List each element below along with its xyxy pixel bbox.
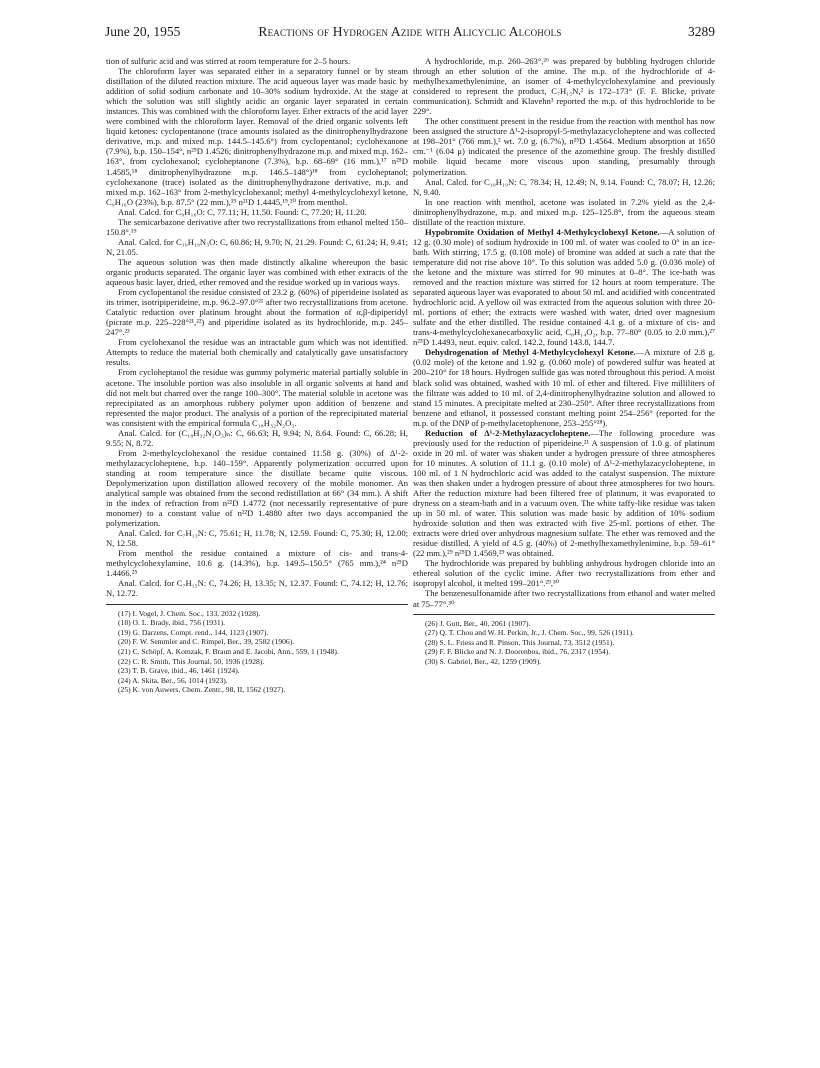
reference-item: (26) J. Gutt, Ber., 40, 2061 (1907). (425, 618, 531, 628)
section-heading: Hypobromite Oxidation of Methyl 4-Methylcyclohexyl Ketone. (425, 226, 660, 237)
left-column (106, 56, 408, 695)
running-title: Reactions of Hydrogen Azide with Alicyclic Alcohols (258, 24, 562, 39)
paragraph (106, 548, 408, 578)
paragraph-text: From cyclohexanol the residue was an intractable gum which was not identified. Attempts to reduce the material both chemically and catalytically gave unsatisfactory results. (106, 337, 408, 368)
paragraph-text: The chloroform layer was separated either in a separatory funnel or by steam distillation of the diluted reaction mixture. The acid aqueous layer was made basic by addition of solid sodium carbonate and 10–30% sodium hydroxide. At the stage at which the solution was still slightly acidic an organic layer separated in certain instances. This was combined with the chloroform layer. Ether extracts of the acid layer were combined with the chloroform layer. Removal of the dried organic solvents left liquid ketones: cyclopentanone (trace amounts isolated as the dinitrophenylhydrazone derivative, m.p. and mixed m.p. 144.5–145.6°) from cyclopentanol; cyclohexanone (7.9%), b.p. 150–154°, n²⁵D 1.4526; dinitrophenylhydrazone m.p. and mixed m.p. 162–163°, from cyclohexanol; cycloheptanone (7.3%), b.p. 68–69° (16 mm.),¹⁷ n²⁵D 1.4585,¹⁸ dinitrophenylhydrazone m.p. 146.5–148°)¹⁸ from cycloheptanol; cyclohexanone (trace) isolated as the dinitrophenylhydrazone derivative, m.p. and mixed m.p. 162–163° from 2-methylcyclohexanol; methyl 4-methylcyclohexyl ketone, C₉H₁₆O (23%), b.p. 87.5° (22 mm.),¹⁹ n²¹D 1.4445,¹⁹,²⁰ from menthol. (106, 66, 408, 207)
footnote-rule (413, 614, 715, 615)
paragraph-text: A hydrochloride, m.p. 260–263°,²⁶ was prepared by bubbling hydrogen chloride through an ether solution of the amine. The m.p. of the hydrochloride of 4-methylhexamethylenimine, an isomer of 4-methylcyclohexylamine and previously considered to represent the product, C₇H₁₅N,² is 172–173° (F. F. Blicke, private communication). Schmidt and Klavehn³ reported the m.p. of this hydrochloride to be 229°. (413, 56, 715, 117)
paragraph-text: The aqueous solution was then made distinctly alkaline whereupon the basic organic products separated. The organic layer was combined with ether extracts of the aqueous basic layer, dried, ether removed and the residue worked up in various ways. (106, 256, 408, 288)
paragraph-text: —A mixture of 2.8 g. (0.02 mole) of the ketone and 1.92 g. (0.060 mole) of powdered sulfur was heated at 200–210° for 18 hours. Hydrogen sulfide gas was noted throughout this period. A moist black solid was obtained, washed with 10 ml. of ether and filtered. Five milliliters of the filtrate was added to 10 ml. of 2,4-dinitrophenylhydrazine solution and allowed to stand 15 minutes. A precipitate melted at 230–250°. After three recrystallizations from benzene and ethanol, it possessed constant melting point 254–256° (reported for the m.p. of the DNP of p-methylacetophenone, 253–255°²⁸). (413, 347, 715, 428)
paragraph (413, 227, 715, 348)
paragraph-text: tion of sulfuric acid and was stirred at room temperature for 2–5 hours. (106, 56, 351, 66)
reference-item: (20) F. W. Semmler and C. Rimpel, Ber., 39, 2582 (1906). (118, 637, 295, 647)
reference-item: (24) A. Skita, Ber., 56, 1014 (1923). (118, 675, 228, 685)
left-column-body (106, 56, 408, 599)
paragraph (413, 588, 715, 608)
paragraph (106, 257, 408, 287)
section-heading: Dehydrogenation of Methyl 4-Methylcyclohexyl Ketone. (425, 347, 636, 358)
paragraph (413, 347, 715, 427)
section-heading: Reduction of Δ¹-2-Methylazacycloheptene. (425, 427, 591, 438)
paragraph (413, 428, 715, 559)
reference-item: (28) S. L. Friess and R. Pinson, This Journal, 73, 3512 (1951). (425, 637, 615, 647)
page-number: 3289 (688, 24, 715, 39)
paragraph (413, 558, 715, 588)
paragraph-text: From 2-methylcyclohexanol the residue contained 11.58 g. (30%) of Δ¹-2-methylazacycloheptene, b.p. 140–159°. Apparently polymerization occurred upon standing at room temperature since the distillate became quite viscous. Depolymerization upon distillation allowed recovery of the mobile monomer. An analytical sample was obtained from the second redistillation at 66° (34 mm.). A shift in the index of refraction from n²²D 1.4772 (not necessarily representative of pure monomer) to a constant value of n²²D 1.4880 after two days accompanied the polymerization. (106, 447, 408, 529)
paragraph-text: In one reaction with menthol, acetone was isolated in 7.2% yield as the 2,4-dinitrophenylhydrazone, m.p. and mixed m.p. 125–125.8°, from the aqueous steam distillate of the reaction mixture. (413, 196, 715, 227)
paragraph (106, 287, 408, 337)
paragraph (413, 116, 715, 176)
paragraph-text: Anal. Calcd. for C₉H₁₆O: C, 77.11; H, 11.50. Found: C, 77.20; H, 11.20. (118, 206, 367, 217)
issue-date: June 20, 1955 (105, 24, 181, 39)
paragraph (106, 217, 408, 237)
left-references (106, 609, 408, 695)
right-column (413, 56, 715, 667)
paragraph (106, 578, 408, 598)
paragraph-text: The semicarbazone derivative after two recrystallizations from ethanol melted 150–150.8°.¹⁹ (106, 216, 408, 237)
paragraph-text: The other constituent present in the residue from the reaction with menthol has now been assigned the structure Δ¹-2-isopropyl-5-methylazacycloheptene and was collected at 198–201° (766 mm.),² wt. 7.0 g. (6.7%), n²⁵D 1.4564. Medium absorption at 1650 cm.⁻¹ (6.04 μ) indicated the presence of the azomethine group. The freshly distilled mobile liquid became more viscous upon standing, presumably through polymerization. (413, 116, 715, 177)
paragraph (413, 197, 715, 227)
paragraph (106, 528, 408, 548)
paragraph (413, 177, 715, 197)
reference-item: (18) O. L. Brady, ibid., 756 (1931). (118, 618, 226, 628)
paragraph-text: —The following procedure was previously used for the reduction of piperideine.²¹ A suspension of 1.0 g. of platinum oxide in 20 ml. of water was shaken under a hydrogen pressure of three atmospheres for 10 minutes. A solution of 11.1 g. (0.10 mole) of Δ¹-2-methylazacycloheptene, in 100 ml. of 1 N hydrochloric acid was added to the catalyst suspension. The mixture was then shaken under a hydrogen pressure of about three atmospheres for two hours. After the reduction mixture had been filtered free of platinum, it was evaporated to dryness on a steam-bath and in a vacuum oven. The white taffy-like residue was taken up in 50 ml. of water. This solution was made basic by addition of 10% sodium hydroxide solution and then was extracted with five 25-ml. portions of ether. The extracts were dried over anhydrous magnesium sulfate. The ether was removed and the residue distilled. A yield of 4.5 g. (40%) of 2-methylhexamethylenimine, b.p. 59–61° (22 mm.),²⁹ n²⁵D 1.4569,²⁹ was obtained. (413, 427, 715, 559)
paragraph-text: From cycloheptanol the residue was gummy polymeric material partially soluble in acetone. The insoluble portion was also insoluble in all organic solvents at hand and did not melt but charred over the range 100–300°. The material soluble in acetone was reprecipitated as an amorphous rubbery polymer upon addition of benzene and represented the major product. The analysis of a portion of the reprecipitated material was consistent with the empirical formula C₁₈H₃₂N₂O₃. (106, 367, 408, 428)
right-references (413, 619, 715, 667)
paragraph-text: The hydrochloride was prepared by bubbling anhydrous hydrogen chloride into an ethereal solution of the cyclic imine. After two recrystallizations from ether and isopropyl alcohol, it melted 199–201°.²⁹,³⁰ (413, 558, 715, 589)
paragraph-text: Anal. Calcd. for C₁₀H₁₉N₃O: C, 60.86; H, 9.70; N, 21.29. Found: C, 61.24; H, 9.41; N, 21.05. (106, 236, 408, 257)
paragraph (106, 207, 408, 217)
reference-item: (25) K. von Auwers, Chem. Zentr., 98, II, 1562 (1927). (118, 685, 286, 695)
paragraph (106, 448, 408, 528)
paragraph (106, 237, 408, 257)
reference-item: (30) S. Gabriel, Ber., 42, 1259 (1909). (425, 656, 541, 666)
paragraph (106, 367, 408, 427)
reference-item: (21) C. Schöpf, A. Komzak, F. Braun and E. Jacobi, Ann., 559, 1 (1948). (118, 646, 339, 656)
reference-item: (22) C. R. Smith, This Journal, 50, 1936 (1928). (118, 656, 265, 666)
right-column-body (413, 56, 715, 609)
paragraph-text: From cyclopentanol the residue consisted of 23.2 g. (60%) of piperideine isolated as its trimer, isotripiperideine, m.p. 96.2–97.0°²¹ after two recrystallizations from acetone. Catalytic reduction over platinum brought about the formation of α,β-dipiperidyl (picrate m.p. 225–228°²¹,²²) and piperidine isolated as its hydrochloride, m.p. 245–247°.²³ (106, 287, 408, 338)
reference-item: (19) G. Darzens, Compt. rend., 144, 1123 (1907). (118, 627, 269, 637)
paragraph-text: —A solution of 12 g. (0.30 mole) of sodium hydroxide in 100 ml. of water was cooled to 0° in an ice-bath. With stirring, 17.5 g. (0.108 mole) of bromine was added at such a rate that the temperature did not rise above 10°. To this solution was added 5.0 g. (0.036 mole) of the ketone and the mixture was stirred for 90 minutes at 0–8°. The ice-bath was removed and the reaction mixture was stirred for 12 hours at room temperature. The separated aqueous layer was evaporated to about 50 ml. and acidified with concentrated hydrochloric acid. A yellow oil was extracted from the aqueous solution with three 20-ml. portions of ether; the extracts were washed with water, dried over magnesium sulfate and the ether distilled. The residue contained 4.1 g. of a mixture of cis- and trans-4-methylcyclohexanecarboxylic acid, C₈H₁₄O₂, b.p. 77–80° (0.05 to 2.0 mm.),²⁷ n²⁵D 1.4493, neut. equiv. calcd. 142.2, found 143.8, 144.7. (413, 226, 715, 348)
reference-item: (27) Q. T. Chou and W. H. Perkin, Jr., J. Chem. Soc., 99, 526 (1911). (425, 628, 634, 638)
paragraph-text: Anal. Calcd. for (C₁₈H₃₂N₂O₃)ₙ: C, 66.63; H, 9.94; N, 8.64. Found: C, 66.28; H, 9.55; N, 8.72. (106, 427, 408, 448)
paragraph (106, 337, 408, 367)
paragraph-text: From menthol the residue contained a mixture of cis- and trans-4-methylcyclohexylamine, 10.6 g. (14.3%), b.p. 149.5–150.5° (765 mm.),²⁴ n²⁵D 1.4466.²⁵ (106, 548, 408, 579)
paragraph (413, 56, 715, 116)
reference-item: (29) F. F. Blicke and N. J. Doorenbos, ibid., 76, 2317 (1954). (425, 647, 611, 657)
paragraph-text: The benzenesulfonamide after two recrystallizations from ethanol and water melted at 75–77°.³⁰ (413, 588, 715, 609)
paragraph (106, 428, 408, 448)
reference-item: (17) I. Vogel, J. Chem. Soc., 133, 2032 (1928). (118, 608, 261, 618)
paragraph (106, 66, 408, 207)
paragraph-text: Anal. Calcd. for C₇H₁₃N: C, 75.61; H, 11.78; N, 12.59. Found: C, 75.30; H, 12.00; N, 12.58. (106, 528, 408, 549)
paragraph-text: Anal. Calcd. for C₁₀H₁₉N: C, 78.34; H, 12.49; N, 9.14. Found: C, 78.07; H, 12.26; N, 9.40. (413, 176, 715, 197)
reference-item: (23) T. B. Grave, ibid., 46, 1461 (1924). (118, 666, 240, 676)
paragraph (106, 56, 408, 66)
footnote-rule (106, 604, 408, 605)
page-header (105, 24, 715, 42)
paragraph-text: Anal. Calcd. for C₇H₁₅N: C, 74.26; H, 13.35; N, 12.37. Found: C, 74.12; H, 12.76; N, 12.72. (106, 578, 408, 599)
